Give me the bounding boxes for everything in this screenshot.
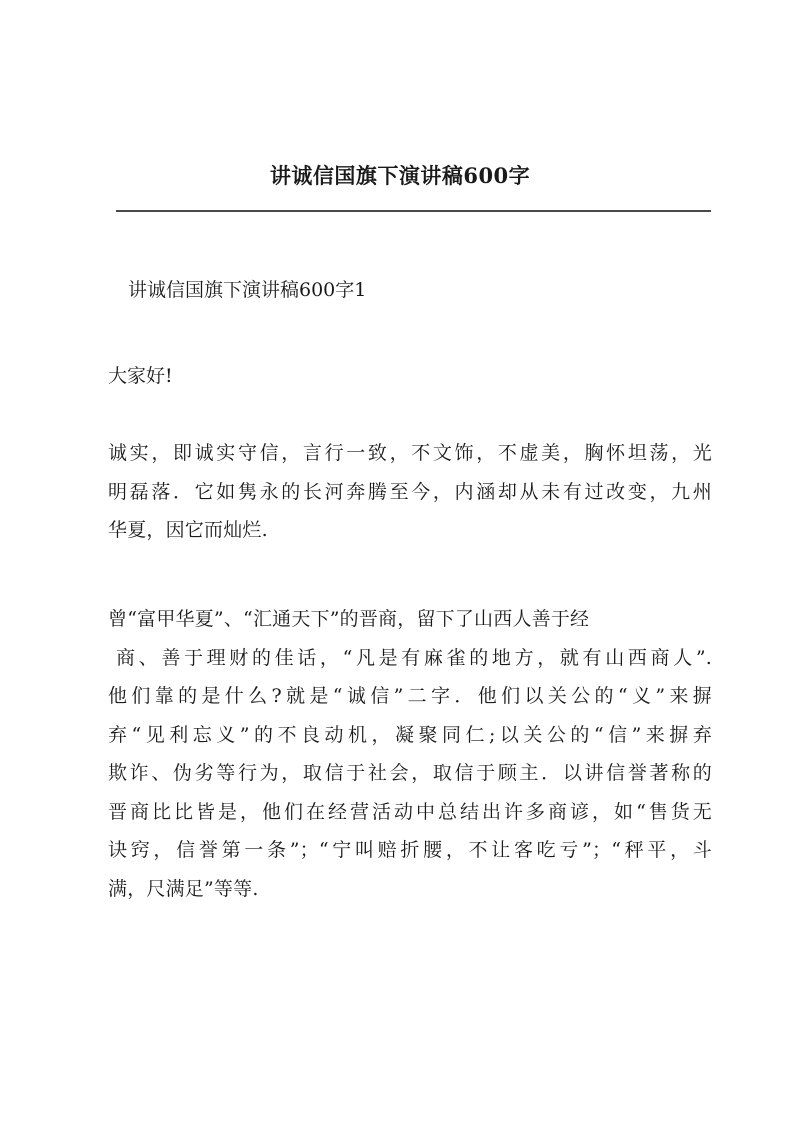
paragraph-line: 欺诈、伪劣等行为，取信于社会，取信于顾主．以讲信誉著称的 <box>108 762 712 784</box>
paragraph-1 <box>108 434 712 550</box>
paragraph-line: 华夏，因它而灿烂. <box>108 519 268 541</box>
title-divider <box>116 210 711 212</box>
paragraph-line: 弃“见利忘义”的不良动机，凝聚同仁;以关公的“信”来摒弃 <box>108 723 712 746</box>
greeting-text: 大家好! <box>108 365 173 387</box>
paragraph-line: 诀窍，信誉第一条”；“宁叫赔折腰，不让客吃亏”；“秤平，斗 <box>108 839 712 861</box>
section-heading: 讲诚信国旗下演讲稿600字1 <box>128 279 367 301</box>
paragraph-line: 明磊落．它如隽永的长河奔腾至今，内涵却从未有过改变，九州 <box>108 480 712 503</box>
paragraph-line: 商、善于理财的佳话，“凡是有麻雀的地方，就有山西商人”. <box>116 646 712 669</box>
paragraph-line: 满，尺满足”等等. <box>108 877 259 900</box>
paragraph-line: 他们靠的是什么?就是“诚信”二字．他们以关公的“义”来摒 <box>108 685 712 707</box>
paragraph-line: 诚实，即诚实守信，言行一致，不文饰，不虚美，胸怀坦荡，光 <box>108 442 712 464</box>
paragraph-line: 晋商比比皆是，他们在经营活动中总结出许多商谚，如“售货无 <box>108 800 712 823</box>
paragraph-line: 曾“富甲华夏”、“汇通天下”的晋商，留下了山西人善于经 <box>108 608 590 630</box>
paragraph-2 <box>108 600 712 908</box>
document-title: 讲诚信国旗下演讲稿600字 <box>269 163 531 188</box>
